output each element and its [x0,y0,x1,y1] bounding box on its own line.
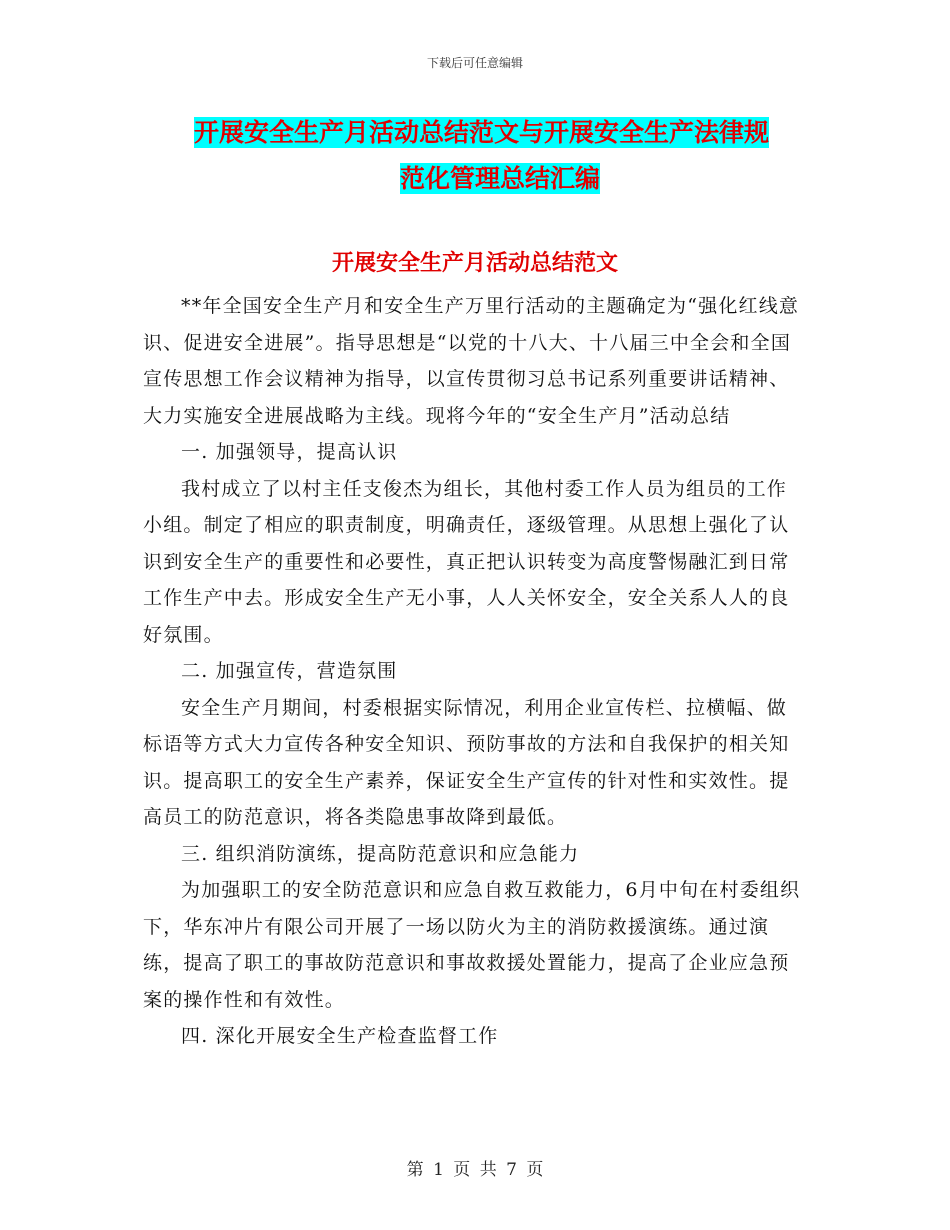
paragraph-2: 安全生产月期间，村委根据实际情况，利用企业宣传栏、拉横幅、做标语等方式大力宣传各种安全知识、预防事故的方法和自我保护的相关知识。提高职工的安全生产素养，保证安全生产宣传的针对性和实效性。提高员工的防范意识，将各类隐患事故降到最低。 [143,696,790,828]
section-title: 开展安全生产月活动总结范文 [331,250,618,276]
heading-4: 四. 深化开展安全生产检查监督工作 [181,1025,499,1047]
paragraph-intro: **年全国安全生产月和安全生产万里行活动的主题确定为“强化红线意识、促进安全进展”。指导思想是“以党的十八大、十八届三中全会和全国宣传思想工作会议精神为指导，以宣传贯彻习总书记系列重要讲话精神、大力实施安全进展战略为主线。现将今年的“安全生产月”活动总结 [143,295,800,427]
page-number: 第 1 页 共 7 页 [406,1160,544,1180]
document-body [143,288,807,1055]
paragraph-1: 我村成立了以村主任支俊杰为组长，其他村委工作人员为组员的工作小组。制定了相应的职责制度，明确责任，逐级管理。从思想上强化了认识到安全生产的重要性和必要性，真正把认识转变为高度警惕融汇到日常工作生产中去。形成安全生产无小事，人人关怀安全，安全关系人人的良好氛围。 [143,477,790,646]
paragraph-3: 为加强职工的安全防范意识和应急自救互救能力，6月中旬在村委组织下，华东冲片有限公司开展了一场以防火为主的消防救援演练。通过演练，提高了职工的事故防范意识和事故救援处置能力，提高了企业应急预案的操作性和有效性。 [143,879,801,1011]
page-header-note: 下载后可任意编辑 [426,56,523,70]
title-line-1: 开展安全生产月活动总结范文与开展安全生产法律规 [194,118,770,147]
document-title [180,110,820,202]
heading-2: 二. 加强宣传，营造氛围 [181,660,398,682]
title-line-2: 范化管理总结汇编 [399,164,600,193]
heading-1: 一. 加强领导，提高认识 [181,441,398,463]
heading-3: 三. 组织消防演练，提高防范意识和应急能力 [181,842,580,865]
